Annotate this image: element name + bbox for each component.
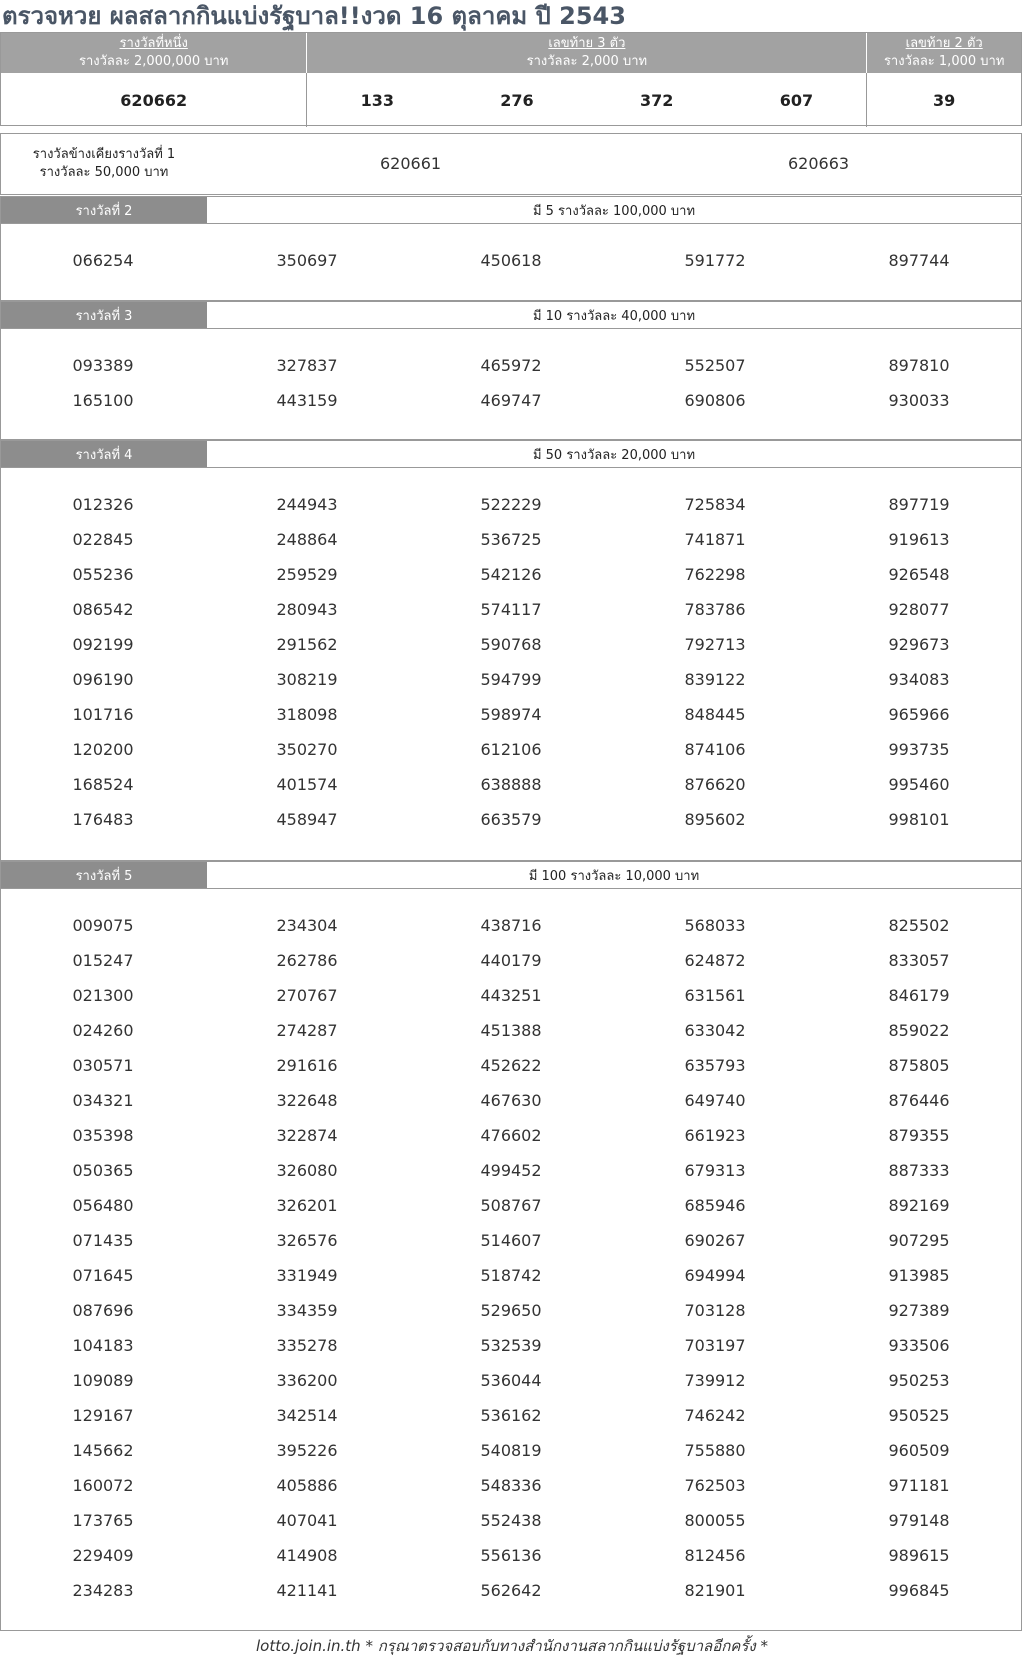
lottery-number: 096190	[72, 670, 134, 689]
lottery-number: 663579	[480, 810, 542, 829]
lottery-number: 145662	[72, 1441, 134, 1460]
lottery-number: 848445	[684, 705, 746, 724]
lottery-number: 326201	[276, 1196, 338, 1215]
prize4-section	[0, 440, 1022, 861]
lottery-number: 234283	[72, 1581, 134, 1600]
lottery-number: 821901	[684, 1581, 746, 1600]
first-prize-link[interactable]: รางวัลที่หนึ่ง	[119, 36, 188, 51]
lottery-number: 270767	[276, 986, 338, 1005]
lottery-number: 556136	[480, 1546, 542, 1565]
lottery-number: 514607	[480, 1231, 542, 1250]
prize5-header	[1, 861, 1021, 889]
lottery-number: 846179	[888, 986, 950, 1005]
prize5-section	[0, 861, 1022, 1631]
lottery-number: 995460	[888, 775, 950, 794]
lottery-number: 965966	[888, 705, 950, 724]
lottery-number: 104183	[72, 1336, 134, 1355]
lottery-number: 979148	[888, 1511, 950, 1530]
lottery-number: 331949	[276, 1266, 338, 1285]
lottery-number: 335278	[276, 1336, 338, 1355]
lottery-number: 165100	[72, 391, 134, 410]
lottery-number: 548336	[480, 1476, 542, 1495]
last2-amount: รางวัลละ 1,000 บาท	[883, 54, 1005, 69]
lottery-number: 350697	[276, 251, 338, 270]
last3-value: 276	[500, 90, 534, 110]
lottery-number: 443251	[480, 986, 542, 1005]
lottery-number: 280943	[276, 600, 338, 619]
lottery-number: 450618	[480, 251, 542, 270]
lottery-number: 746242	[684, 1406, 746, 1425]
lottery-number: 591772	[684, 251, 746, 270]
near-prize-label	[1, 146, 207, 182]
lottery-number: 467630	[480, 1091, 542, 1110]
lottery-number: 291616	[276, 1056, 338, 1075]
lottery-number: 476602	[480, 1126, 542, 1145]
lottery-number: 612106	[480, 740, 542, 759]
lottery-number: 334359	[276, 1301, 338, 1320]
lottery-number: 407041	[276, 1511, 338, 1530]
lottery-number: 960509	[888, 1441, 950, 1460]
first-prize-number	[1, 73, 307, 127]
lottery-number: 452622	[480, 1056, 542, 1075]
lottery-number: 532539	[480, 1336, 542, 1355]
lottery-number: 661923	[684, 1126, 746, 1145]
lottery-number: 086542	[72, 600, 134, 619]
lottery-number: 875805	[888, 1056, 950, 1075]
lottery-number: 499452	[480, 1161, 542, 1180]
prize3-info: มี 10 รางวัลละ 40,000 บาท	[207, 302, 1021, 328]
lottery-number: 021300	[72, 986, 134, 1005]
lottery-number: 092199	[72, 635, 134, 654]
lottery-number: 009075	[72, 916, 134, 935]
lottery-number: 783786	[684, 600, 746, 619]
lottery-number: 624872	[684, 951, 746, 970]
prize4-info: มี 50 รางวัลละ 20,000 บาท	[207, 441, 1021, 467]
lottery-number: 229409	[72, 1546, 134, 1565]
lottery-number: 035398	[72, 1126, 134, 1145]
prize2-label: รางวัลที่ 2	[1, 197, 207, 223]
lottery-number: 508767	[480, 1196, 542, 1215]
lottery-number: 291562	[276, 635, 338, 654]
lottery-number: 859022	[888, 1021, 950, 1040]
lottery-number: 101716	[72, 705, 134, 724]
lottery-number: 762298	[684, 565, 746, 584]
lottery-number: 160072	[72, 1476, 134, 1495]
lottery-number: 934083	[888, 670, 950, 689]
prize5-info: มี 100 รางวัลละ 10,000 บาท	[207, 862, 1021, 888]
lottery-number: 540819	[480, 1441, 542, 1460]
lottery-number: 308219	[276, 670, 338, 689]
prize5-numbers	[1, 889, 1021, 1608]
lottery-number: 703128	[684, 1301, 746, 1320]
page-title: ตรวจหวย ผลสลากกินแบ่งรัฐบาล!!งวด 16 ตุลาคม ปี 2543	[2, 2, 626, 30]
last3-value: 372	[640, 90, 674, 110]
lottery-number: 897810	[888, 356, 950, 375]
lottery-number: 443159	[276, 391, 338, 410]
near-first-prize	[0, 133, 1022, 195]
lottery-number: 168524	[72, 775, 134, 794]
lottery-number: 833057	[888, 951, 950, 970]
lottery-number: 176483	[72, 810, 134, 829]
lottery-number: 024260	[72, 1021, 134, 1040]
near-prize-value: 620661	[380, 154, 442, 173]
lottery-number: 895602	[684, 810, 746, 829]
lottery-number: 919613	[888, 530, 950, 549]
last2-link[interactable]: เลขท้าย 2 ตัว	[905, 36, 983, 51]
lottery-number: 694994	[684, 1266, 746, 1285]
lottery-number: 350270	[276, 740, 338, 759]
lottery-number: 405886	[276, 1476, 338, 1495]
last3-numbers	[307, 73, 867, 127]
lottery-number: 792713	[684, 635, 746, 654]
lottery-number: 594799	[480, 670, 542, 689]
top-prize-table	[0, 32, 1022, 126]
prize4-label: รางวัลที่ 4	[1, 441, 207, 467]
lottery-number: 897744	[888, 251, 950, 270]
lottery-number: 469747	[480, 391, 542, 410]
lottery-number: 927389	[888, 1301, 950, 1320]
lottery-number: 248864	[276, 530, 338, 549]
lottery-number: 897719	[888, 495, 950, 514]
lottery-number: 930033	[888, 391, 950, 410]
lottery-number: 518742	[480, 1266, 542, 1285]
lottery-number: 542126	[480, 565, 542, 584]
lottery-number: 451388	[480, 1021, 542, 1040]
lottery-number: 552438	[480, 1511, 542, 1530]
lottery-number: 631561	[684, 986, 746, 1005]
lottery-number: 562642	[480, 1581, 542, 1600]
lottery-number: 690267	[684, 1231, 746, 1250]
lottery-number: 244943	[276, 495, 338, 514]
lottery-number: 755880	[684, 1441, 746, 1460]
last2-value: 39	[933, 90, 956, 110]
last3-value: 133	[360, 90, 394, 110]
lottery-number: 928077	[888, 600, 950, 619]
near-prize-value: 620663	[788, 154, 850, 173]
lottery-number: 876620	[684, 775, 746, 794]
lottery-number: 326576	[276, 1231, 338, 1250]
lottery-number: 336200	[276, 1371, 338, 1390]
prize2-info: มี 5 รางวัลละ 100,000 บาท	[207, 197, 1021, 223]
last3-link[interactable]: เลขท้าย 3 ตัว	[548, 36, 626, 51]
lottery-number: 066254	[72, 251, 134, 270]
prize5-label: รางวัลที่ 5	[1, 862, 207, 888]
last2-header	[867, 33, 1021, 73]
lottery-number: 739912	[684, 1371, 746, 1390]
last3-value: 607	[779, 90, 814, 110]
lottery-number: 120200	[72, 740, 134, 759]
lottery-number: 725834	[684, 495, 746, 514]
lottery-number: 421141	[276, 1581, 338, 1600]
lottery-number: 071435	[72, 1231, 134, 1250]
lottery-number: 913985	[888, 1266, 950, 1285]
lottery-number: 762503	[684, 1476, 746, 1495]
footer-note: lotto.join.in.th * กรุณาตรวจสอบกับทางสำนักงานสลากกินแบ่งรัฐบาลอีกครั้ง *	[256, 1637, 768, 1655]
lottery-number: 590768	[480, 635, 542, 654]
lottery-number: 022845	[72, 530, 134, 549]
lottery-number: 234304	[276, 916, 338, 935]
lottery-number: 741871	[684, 530, 746, 549]
lottery-number: 879355	[888, 1126, 950, 1145]
lottery-number: 989615	[888, 1546, 950, 1565]
near-prize-title: รางวัลข้างเคียงรางวัลที่ 1	[32, 147, 176, 162]
lottery-number: 465972	[480, 356, 542, 375]
lottery-number: 012326	[72, 495, 134, 514]
lottery-number: 679313	[684, 1161, 746, 1180]
lottery-number: 950525	[888, 1406, 950, 1425]
lottery-number: 933506	[888, 1336, 950, 1355]
prize2-numbers	[1, 224, 1021, 278]
prize3-header	[1, 301, 1021, 329]
top-prize-values	[1, 73, 1021, 127]
lottery-number: 950253	[888, 1371, 950, 1390]
lottery-number: 929673	[888, 635, 950, 654]
lottery-number: 703197	[684, 1336, 746, 1355]
lottery-number: 322648	[276, 1091, 338, 1110]
lottery-number: 438716	[480, 916, 542, 935]
lottery-number: 874106	[684, 740, 746, 759]
prize2-section	[0, 196, 1022, 301]
lottery-number: 574117	[480, 600, 542, 619]
lottery-number: 907295	[888, 1231, 950, 1250]
lottery-number: 395226	[276, 1441, 338, 1460]
last3-header	[307, 33, 867, 73]
prize4-header	[1, 440, 1021, 468]
lottery-number: 536725	[480, 530, 542, 549]
last3-amount: รางวัลละ 2,000 บาท	[526, 54, 648, 69]
lottery-number: 056480	[72, 1196, 134, 1215]
lottery-number: 055236	[72, 565, 134, 584]
first-prize-value: 620662	[120, 90, 188, 110]
lottery-number: 087696	[72, 1301, 134, 1320]
lottery-number: 536044	[480, 1371, 542, 1390]
lottery-number: 015247	[72, 951, 134, 970]
lottery-number: 552507	[684, 356, 746, 375]
lottery-number: 109089	[72, 1371, 134, 1390]
lottery-number: 839122	[684, 670, 746, 689]
lottery-number: 998101	[888, 810, 950, 829]
lottery-number: 568033	[684, 916, 746, 935]
lottery-number: 529650	[480, 1301, 542, 1320]
lottery-number: 887333	[888, 1161, 950, 1180]
lottery-number: 825502	[888, 916, 950, 935]
lottery-number: 093389	[72, 356, 134, 375]
lottery-number: 649740	[684, 1091, 746, 1110]
lottery-number: 598974	[480, 705, 542, 724]
lottery-number: 262786	[276, 951, 338, 970]
lottery-number: 685946	[684, 1196, 746, 1215]
lottery-number: 926548	[888, 565, 950, 584]
prize4-numbers	[1, 468, 1021, 837]
lottery-number: 458947	[276, 810, 338, 829]
lottery-number: 259529	[276, 565, 338, 584]
prize3-section	[0, 301, 1022, 440]
lottery-number: 876446	[888, 1091, 950, 1110]
lottery-number: 812456	[684, 1546, 746, 1565]
first-prize-amount: รางวัลละ 2,000,000 บาท	[79, 54, 229, 69]
lottery-number: 071645	[72, 1266, 134, 1285]
near-prize-amount: รางวัลละ 50,000 บาท	[39, 165, 169, 180]
lottery-number: 635793	[684, 1056, 746, 1075]
lottery-number: 326080	[276, 1161, 338, 1180]
lottery-number: 342514	[276, 1406, 338, 1425]
lottery-number: 173765	[72, 1511, 134, 1530]
lottery-number: 414908	[276, 1546, 338, 1565]
lottery-number: 401574	[276, 775, 338, 794]
lottery-number: 892169	[888, 1196, 950, 1215]
lottery-number: 638888	[480, 775, 542, 794]
first-prize-header	[1, 33, 307, 73]
top-prize-header	[1, 33, 1021, 73]
lottery-number: 322874	[276, 1126, 338, 1145]
lottery-number: 993735	[888, 740, 950, 759]
prize3-numbers	[1, 329, 1021, 418]
lottery-number: 522229	[480, 495, 542, 514]
lottery-number: 800055	[684, 1511, 746, 1530]
lottery-number: 327837	[276, 356, 338, 375]
lottery-number: 536162	[480, 1406, 542, 1425]
prize2-header	[1, 196, 1021, 224]
lottery-number: 318098	[276, 705, 338, 724]
prize3-label: รางวัลที่ 3	[1, 302, 207, 328]
last2-number	[867, 73, 1021, 127]
lottery-number: 690806	[684, 391, 746, 410]
lottery-number: 050365	[72, 1161, 134, 1180]
lottery-number: 129167	[72, 1406, 134, 1425]
lottery-number: 971181	[888, 1476, 950, 1495]
lottery-number: 996845	[888, 1581, 950, 1600]
lottery-number: 034321	[72, 1091, 134, 1110]
lottery-number: 274287	[276, 1021, 338, 1040]
lottery-number: 440179	[480, 951, 542, 970]
lottery-number: 633042	[684, 1021, 746, 1040]
lottery-number: 030571	[72, 1056, 134, 1075]
